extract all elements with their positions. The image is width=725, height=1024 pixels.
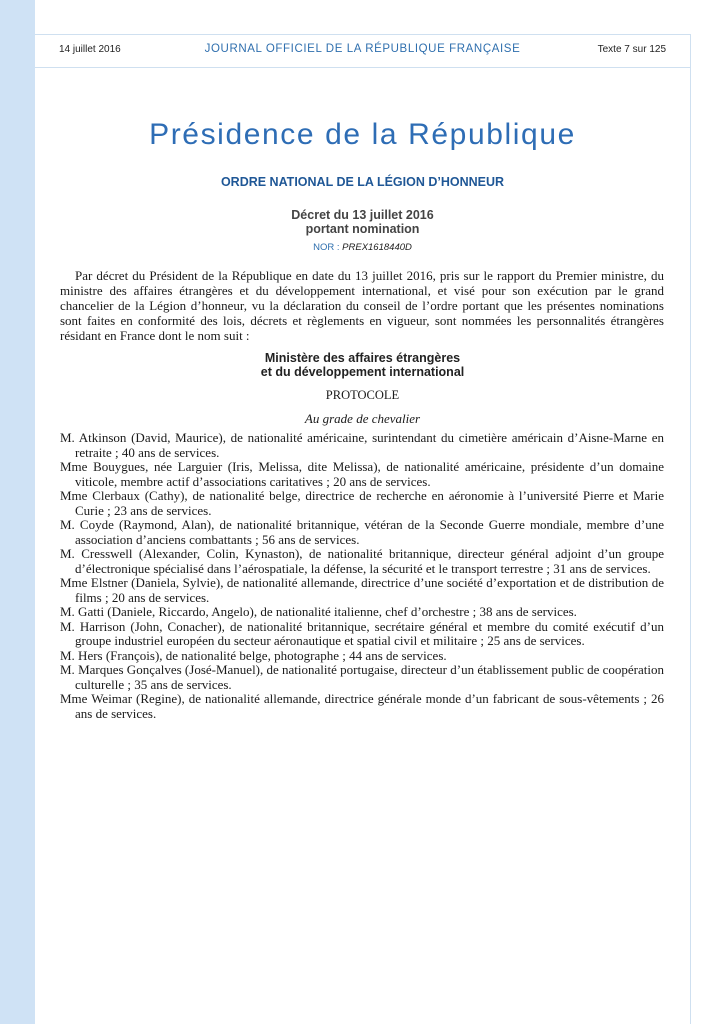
intro-paragraph: Par décret du Président de la République en date du 13 juillet 2016, pris sur le rapport du Premier ministre, du ministre des affaires étrangères et du développement international, et visé pour son exécution par le grand chancelier de la Légion d’honneur, vu la déclaration du conseil de l’ordre portant que les présentes nominations sont faites en conformité des lois, décrets et règlements en vigueur, sont nommées les personnalités étrangères résidant en France dont le nom suit : (60, 268, 664, 343)
right-margin-rule (690, 34, 691, 1024)
decree-line-1: Décret du 13 juillet 2016 (291, 208, 434, 222)
list-item: M. Atkinson (David, Maurice), de nationalité américaine, surintendant du cimetière américain d’Aisne-Marne en retraite ; 40 ans de services. (60, 430, 664, 460)
page-header (35, 34, 690, 68)
page-title: Présidence de la République (149, 118, 576, 151)
nor-label: NOR : (313, 242, 340, 253)
order-title: ORDRE NATIONAL DE LA LÉGION D’HONNEUR (220, 175, 505, 189)
list-item: M. Gatti (Daniele, Riccardo, Angelo), de nationalité italienne, chef d’orchestre ; 38 ans de services. (60, 604, 577, 619)
list-item: M. Cresswell (Alexander, Colin, Kynaston), de nationalité britannique, directeur général adjoint d’un groupe d’électronique spécialisé dans l’aérospatiale, la défense, la sécurité et le transport terrestre ; 31 ans de services. (60, 546, 664, 576)
list-item: M. Hers (François), de nationalité belge, photographe ; 44 ans de services. (60, 647, 447, 663)
left-margin-band (0, 0, 35, 1024)
list-item: M. Coyde (Raymond, Alan), de nationalité britannique, vétéran de la Seconde Guerre mondiale, membre d’une association d’anciens combattants ; 56 ans de services. (60, 517, 664, 547)
nominee-list (60, 431, 664, 721)
header-date: 14 juillet 2016 (59, 44, 121, 55)
section-protocole: PROTOCOLE (325, 388, 400, 402)
list-item: Mme Weimar (Regine), de nationalité allemande, directrice générale monde d’un fabricant de sous-vêtements ; 26 ans de services. (60, 691, 664, 721)
grade-heading: Au grade de chevalier (304, 411, 421, 426)
ministry-heading (35, 351, 690, 379)
list-item: Mme Elstner (Daniela, Sylvie), de nationalité allemande, directrice d’une société d’exportation et de distribution de films ; 20 ans de services. (60, 575, 664, 605)
decree-line-2: portant nomination (305, 222, 420, 236)
nor-reference (35, 242, 690, 253)
list-item: M. Harrison (John, Conacher), de nationalité britannique, secrétaire général et membre du comité exécutif d’un groupe industriel européen du secteur aéronautique et spatial civil et militaire ; 25 ans de services. (60, 618, 664, 648)
ministry-line-2: et du développement international (260, 365, 465, 379)
nor-value: PREX1618440D (342, 242, 412, 253)
list-item: M. Marques Gonçalves (José-Manuel), de nationalité portugaise, directeur d’un établissement public de coopération culturelle ; 35 ans de services. (60, 662, 664, 692)
list-item: Mme Bouygues, née Larguier (Iris, Melissa, dite Melissa), de nationalité américaine, présidente d’un domaine viticole, membre actif d’associations caritatives ; 20 ans de services. (60, 459, 664, 489)
ministry-line-1: Ministère des affaires étrangères (264, 351, 461, 365)
header-page-number: Texte 7 sur 125 (597, 44, 666, 55)
decree-heading (35, 208, 690, 236)
header-journal-title: JOURNAL OFFICIEL DE LA RÉPUBLIQUE FRANÇAISE (204, 43, 521, 55)
list-item: Mme Clerbaux (Cathy), de nationalité belge, directrice de recherche en aéronomie à l’université Pierre et Marie Curie ; 23 ans de services. (60, 488, 664, 518)
